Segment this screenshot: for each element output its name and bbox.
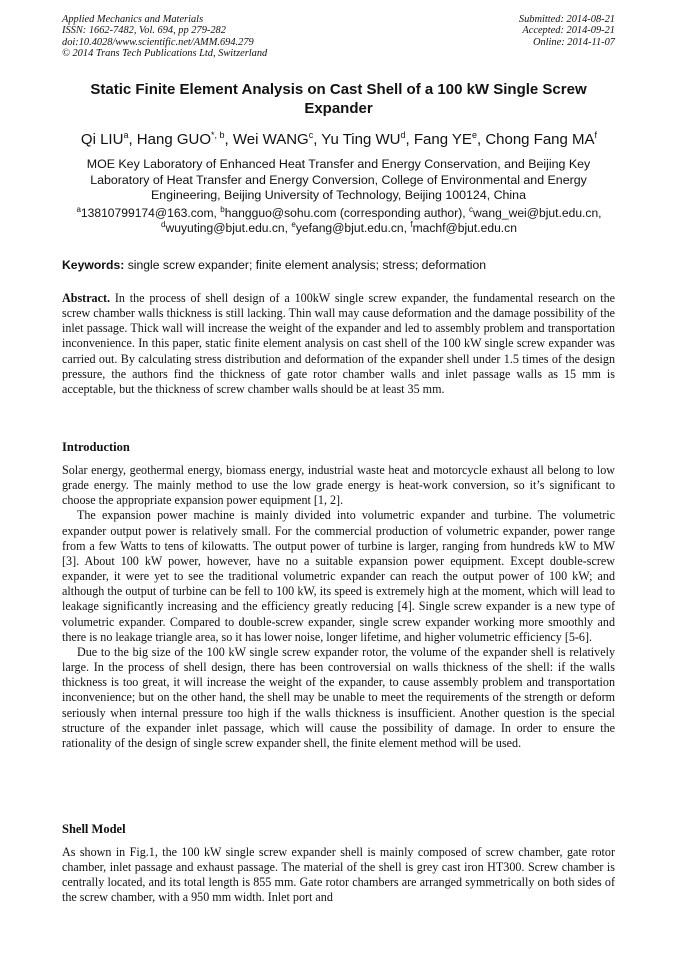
copyright-notice: © 2014 Trans Tech Publications Ltd, Switzerland <box>62 48 268 60</box>
author-emails <box>55 206 623 236</box>
email-address[interactable]: wang_wei@bjut.edu.cn, <box>472 206 602 220</box>
email-mark: a <box>76 205 81 214</box>
journal-issn: ISSN: 1662-7482, Vol. 694, pp 279-282 <box>62 25 226 37</box>
journal-header-right <box>519 14 615 48</box>
email-mark: f <box>410 220 413 229</box>
abstract-label: Abstract. <box>62 291 111 305</box>
author-affiliation-mark: *, b <box>211 130 225 140</box>
email-mark: c <box>468 205 473 214</box>
journal-name: Applied Mechanics and Materials <box>62 14 204 25</box>
author: Yu Ting WU <box>321 131 401 148</box>
author: Wei WANG <box>232 131 309 148</box>
author-affiliation-mark: f <box>594 130 598 140</box>
email-address[interactable]: machf@bjut.edu.cn <box>412 221 517 235</box>
keywords-label: Keywords: <box>62 258 125 272</box>
author: Fang YE <box>413 131 472 148</box>
email-address[interactable]: wuyuting@bjut.edu.cn, <box>165 221 292 235</box>
paragraph: The expansion power machine is mainly divided into volumetric expander and turbine. The volumetric expander output power is relatively small. For the commercial production of volumetric expander, power range from a few Watts to tens of kilowatts. The output power of turbine is larger, ranging from hundreds kW to MW [3]. About 100 kW power, however, have no a suitable expansion power equipment. Except double-screw expander, it were yet to see the traditional volumetric expander can reach the output power of 100 kW; and although the output of turbine can be fell to 100 kW, its speed is extremely high at the moment, which will lead to leakage significantly increasing and the efficiency greatly reducing [4]. Single screw expander is a new type of volumetric expander. Compared to double-screw expander, single screw expander working more smoothly and there is no leakage triangle area, so it has lower noise, longer lifetime, and higher volumetric efficiency [5-6]. <box>62 508 615 644</box>
affiliation: MOE Key Laboratory of Enhanced Heat Transfer and Energy Conservation, and Beijing Key Laboratory of Heat Transfer and Energy Conversion, College of Environmental and Energy Engineering, Beijing University of Technology, Beijing 100124, China <box>86 157 591 203</box>
abstract <box>62 291 615 397</box>
paragraph: Solar energy, geothermal energy, biomass energy, industrial waste heat and motorcycle exhaust all belong to low grade energy. The mainly method to use the low grade energy is heat-work conversion, so it’s significant to choose the appropriate expansion power equipment [1, 2]. <box>62 463 615 508</box>
shell-model-heading: Shell Model <box>62 822 126 836</box>
submitted-date: Submitted: 2014-08-21 <box>518 14 615 25</box>
email-line <box>55 221 623 236</box>
introduction-body <box>62 463 615 751</box>
author: Qi LIU <box>80 131 124 148</box>
online-date: Online: 2014-11-07 <box>532 36 615 48</box>
journal-doi[interactable]: doi:10.4028/www.scientific.net/AMM.694.279 <box>62 36 254 48</box>
author: Chong Fang MA <box>485 131 595 148</box>
email-mark: e <box>291 220 296 229</box>
keywords <box>62 258 615 273</box>
abstract-text: In the process of shell design of a 100kW single screw expander, the fundamental research on the screw chamber walls thickness is still lacking. Thin wall may cause deformation and the damage possibility of the inlet passage. Thick wall will increase the weight of the expander and led to assembly problem and transportation inconvenience. In this paper, static finite element analysis on cast shell of the 100 kW single screw expander was carried out. By calculating stress distribution and deformation of the expander shell under 1.5 times of the design pressure, the authors find the thickness of gate rotor chamber walls and inlet passage walls as 15 mm is acceptable, but the thickness of screw chamber walls should be at least 35 mm. <box>62 291 615 396</box>
introduction-heading: Introduction <box>62 440 130 454</box>
email-address[interactable]: hangguo@sohu.com (corresponding author), <box>224 206 469 220</box>
author-affiliation-mark: a <box>123 130 129 140</box>
paragraph: Due to the big size of the 100 kW single screw expander rotor, the volume of the expander shell is relatively large. In the process of shell design, there has been controversial on walls thickness of the shell: if the walls thickness is too great, it will increase the weight of the expander, to cause assembly problem and transportation inconvenience; but on the other hand, the shell may be unable to meet the requirements of the strength or deform seriously when internal pressure too high if the walls thickness is insufficient. Another question is the special structure of the expander inlet passage, which will cause the possibility of damage. In order to ensure the rationality of the design of single screw expander shell, the finite element method will be used. <box>62 644 615 750</box>
author-affiliation-mark: e <box>471 130 477 140</box>
accepted-date: Accepted: 2014-09-21 <box>522 25 615 37</box>
email-mark: d <box>161 220 166 229</box>
paper-title: Static Finite Element Analysis on Cast Shell of a 100 kW Single Screw Expander <box>90 81 587 117</box>
keywords-text: single screw expander; finite element analysis; stress; deformation <box>124 258 487 272</box>
email-line <box>55 206 623 221</box>
email-mark: b <box>220 205 225 214</box>
author-affiliation-mark: d <box>400 130 406 140</box>
journal-header-left <box>62 14 267 60</box>
paragraph: As shown in Fig.1, the 100 kW single screw expander shell is mainly composed of screw chamber, gate rotor chamber, inlet passage and exhaust passage. The material of the shell is grey cast iron HT300. Screw chamber is centrally located, and its total length is 855 mm. Gate rotor chambers are arranged symmetrically on both sides of the screw chamber, with a 950 mm width. Inlet port and <box>62 845 615 905</box>
author: Hang GUO <box>136 131 211 148</box>
shell-model-body <box>62 845 615 906</box>
email-address[interactable]: 13810799174@163.com, <box>80 206 221 220</box>
author-list: Qi LIU$^a$, Hang $GUO^{*, b}$, Wei WANG$^c$, Yu Ting $WU^d$, Fang $YE^e$, Chong Fang $MA^f$ <box>80 130 598 148</box>
email-address[interactable]: yefang@bjut.edu.cn, <box>295 221 411 235</box>
author-affiliation-mark: c <box>308 130 314 140</box>
